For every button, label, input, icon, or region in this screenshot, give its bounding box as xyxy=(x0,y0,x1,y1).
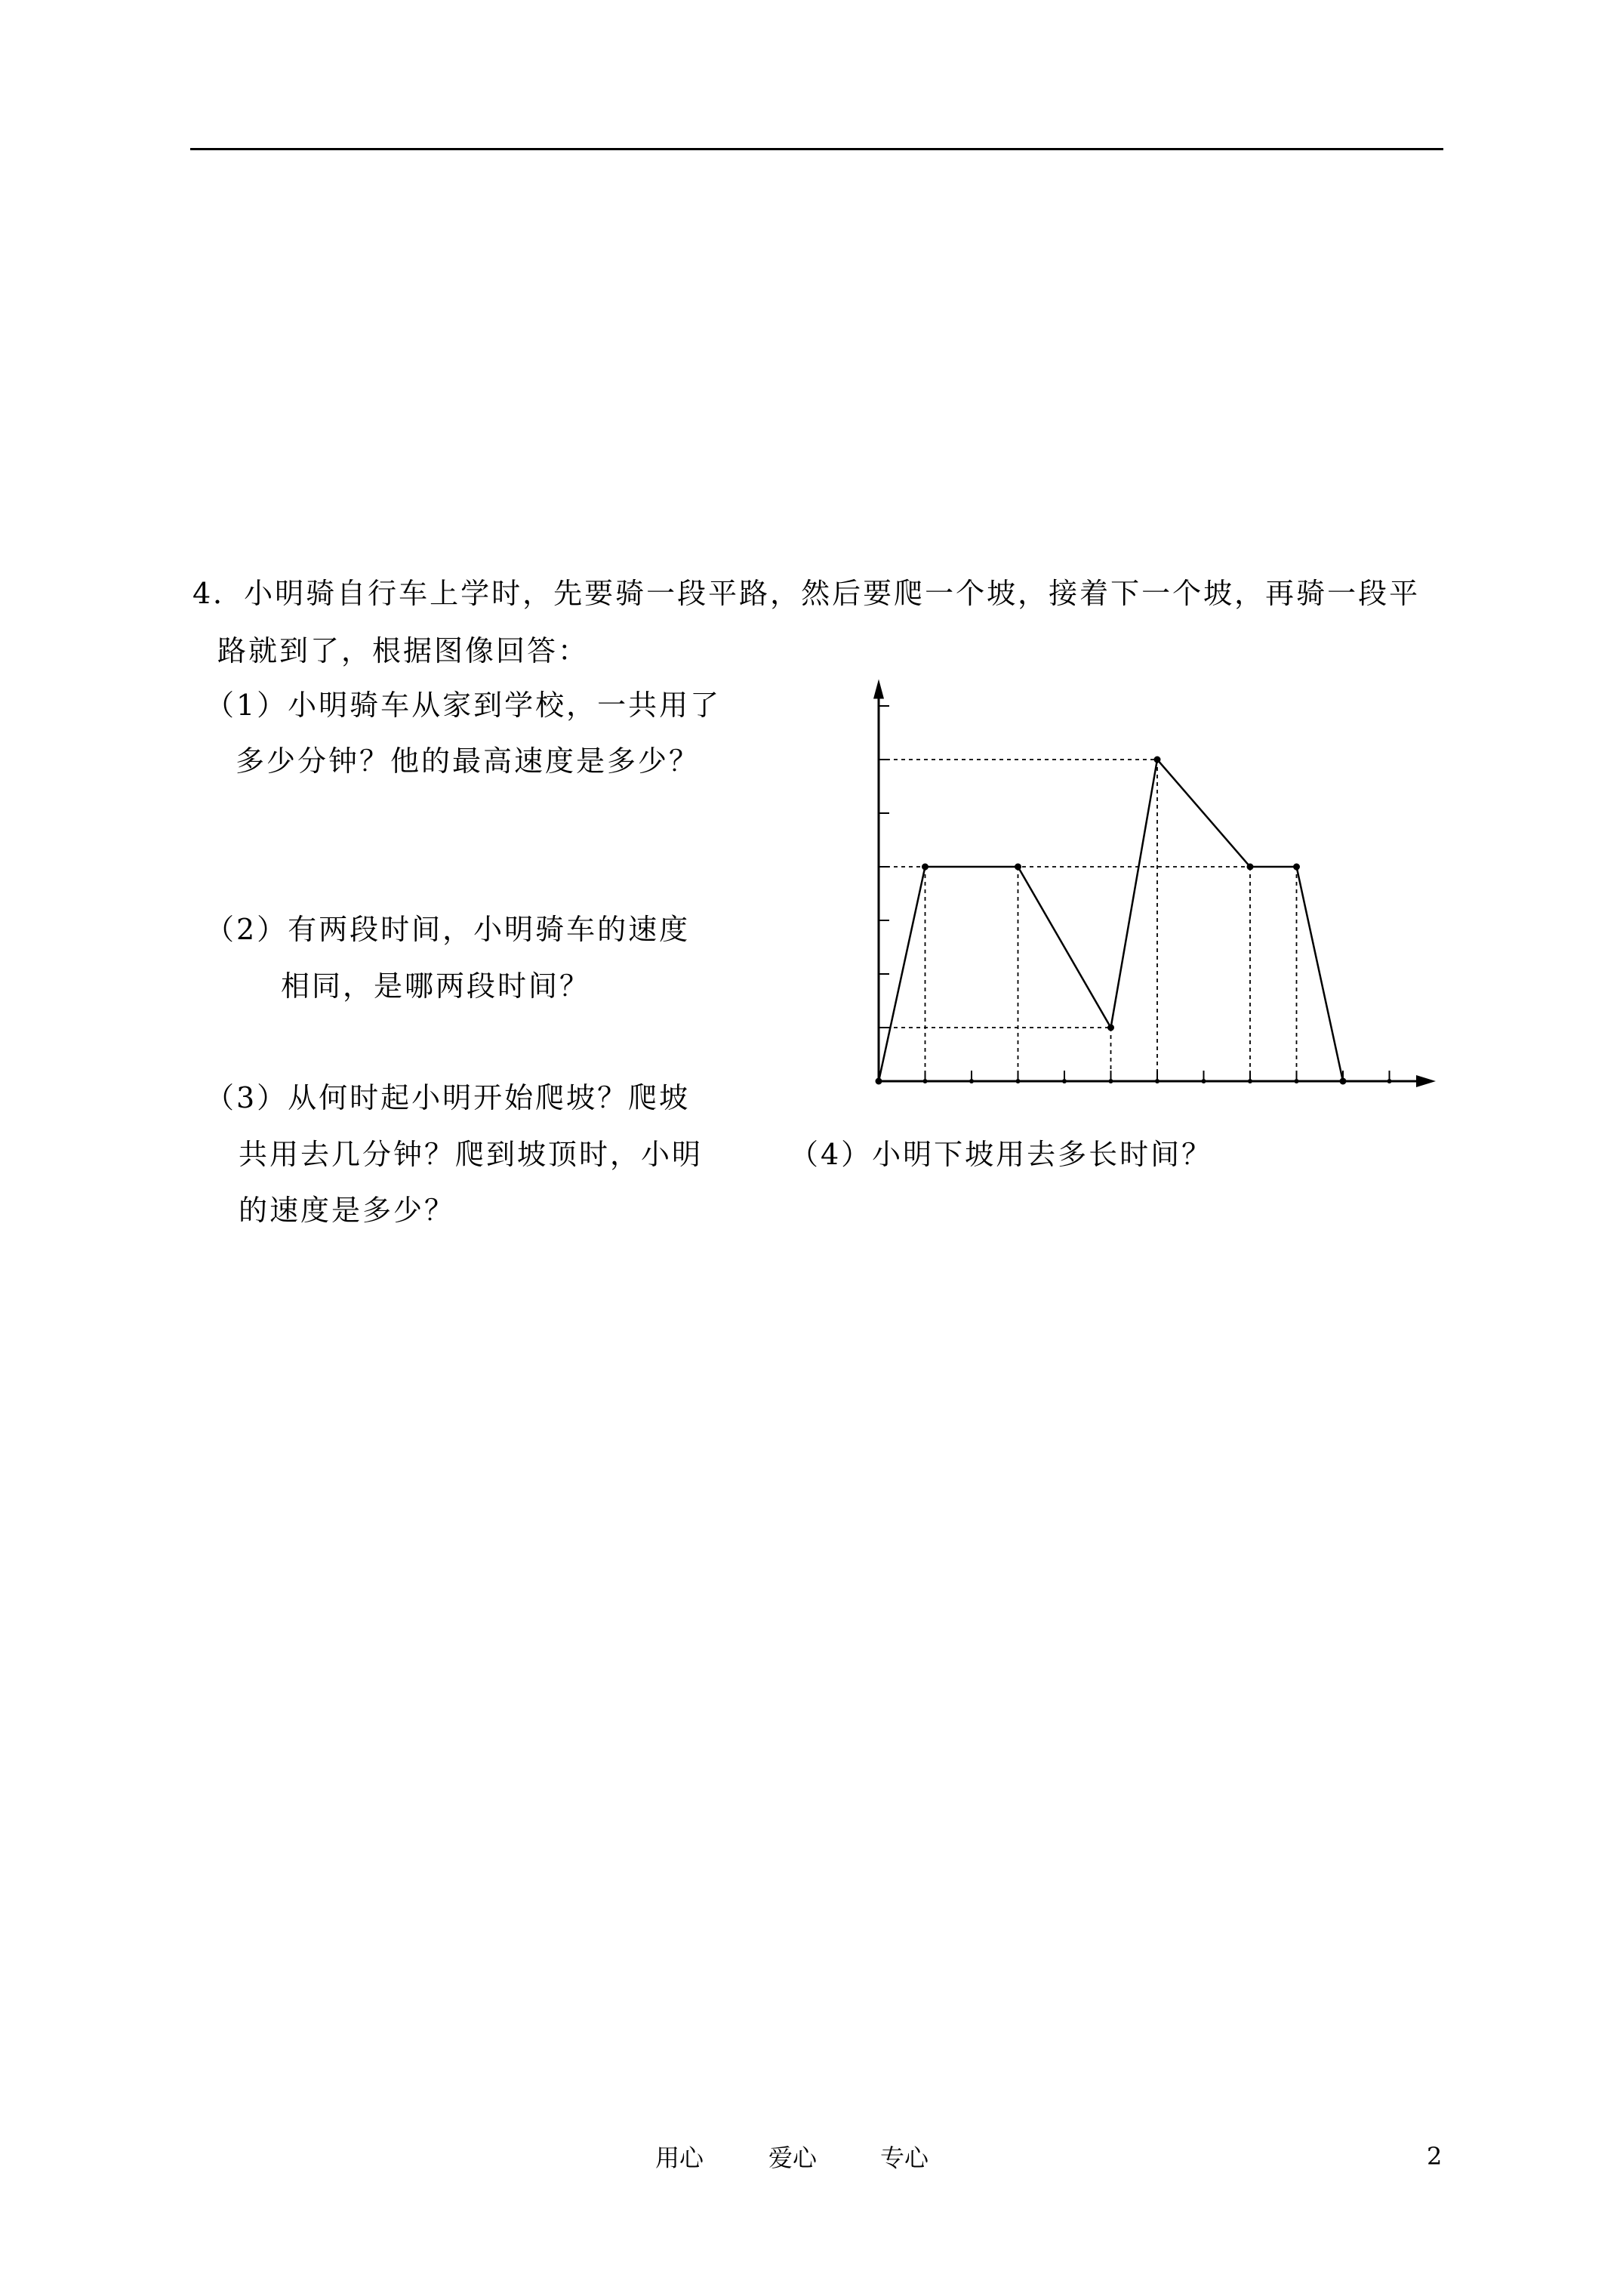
speed-time-chart xyxy=(830,649,1449,1110)
data-point xyxy=(1247,864,1254,871)
x-axis-point xyxy=(1062,1079,1067,1083)
footer-text-left: 用心 xyxy=(655,2143,704,2172)
x-axis-arrow xyxy=(1416,1075,1436,1087)
guide-lines xyxy=(879,760,1297,1081)
question-3-line-3: 的速度是多少？ xyxy=(239,1194,456,1227)
question-1-line-2: 多少分钟？他的最高速度是多少？ xyxy=(236,744,701,778)
question-2-line-1: （2）有两段时间，小明骑车的速度 xyxy=(205,913,691,946)
problem-text-line-2: 路就到了，根据图像回答： xyxy=(217,634,590,667)
page-number: 2 xyxy=(1427,2142,1443,2171)
footer-text-right: 专心 xyxy=(880,2143,929,2172)
problem-text-line-1: 4．小明骑自行车上学时，先要骑一段平路，然后要爬一个坡，接着下一个坡，再骑一段平 xyxy=(192,577,1421,610)
question-3-line-2: 共用去几分钟？爬到坡顶时，小明 xyxy=(239,1138,704,1171)
question-4: （4）小明下坡用去多长时间？ xyxy=(790,1138,1213,1171)
x-axis-point xyxy=(1341,1079,1345,1083)
y-axis-arrow xyxy=(873,680,884,699)
x-axis-point xyxy=(1016,1079,1021,1083)
x-axis-point xyxy=(1387,1079,1392,1083)
data-point xyxy=(876,1078,882,1085)
x-axis-point xyxy=(969,1079,974,1083)
question-1-line-1: （1）小明骑车从家到学校，一共用了 xyxy=(205,689,722,722)
x-axis-point xyxy=(1248,1079,1252,1083)
data-point xyxy=(1015,864,1021,871)
footer-text-center: 爱心 xyxy=(768,2143,818,2172)
question-3-line-1: （3）从何时起小明开始爬坡？爬坡 xyxy=(205,1081,691,1114)
chart-axes xyxy=(873,680,1436,1088)
x-axis-point xyxy=(1155,1079,1160,1083)
x-axis-point xyxy=(1295,1079,1299,1083)
data-point xyxy=(1293,864,1300,871)
data-point xyxy=(1107,1025,1114,1031)
x-axis-point xyxy=(923,1079,928,1083)
header-rule xyxy=(190,148,1443,150)
x-axis-point xyxy=(1202,1079,1206,1083)
data-points xyxy=(876,757,1392,1085)
speed-line xyxy=(879,760,1343,1081)
data-point xyxy=(922,864,929,871)
question-2-line-2: 相同，是哪两段时间？ xyxy=(281,969,591,1003)
data-point xyxy=(1154,757,1161,763)
speed-series xyxy=(879,760,1343,1081)
x-axis-point xyxy=(1109,1079,1113,1083)
